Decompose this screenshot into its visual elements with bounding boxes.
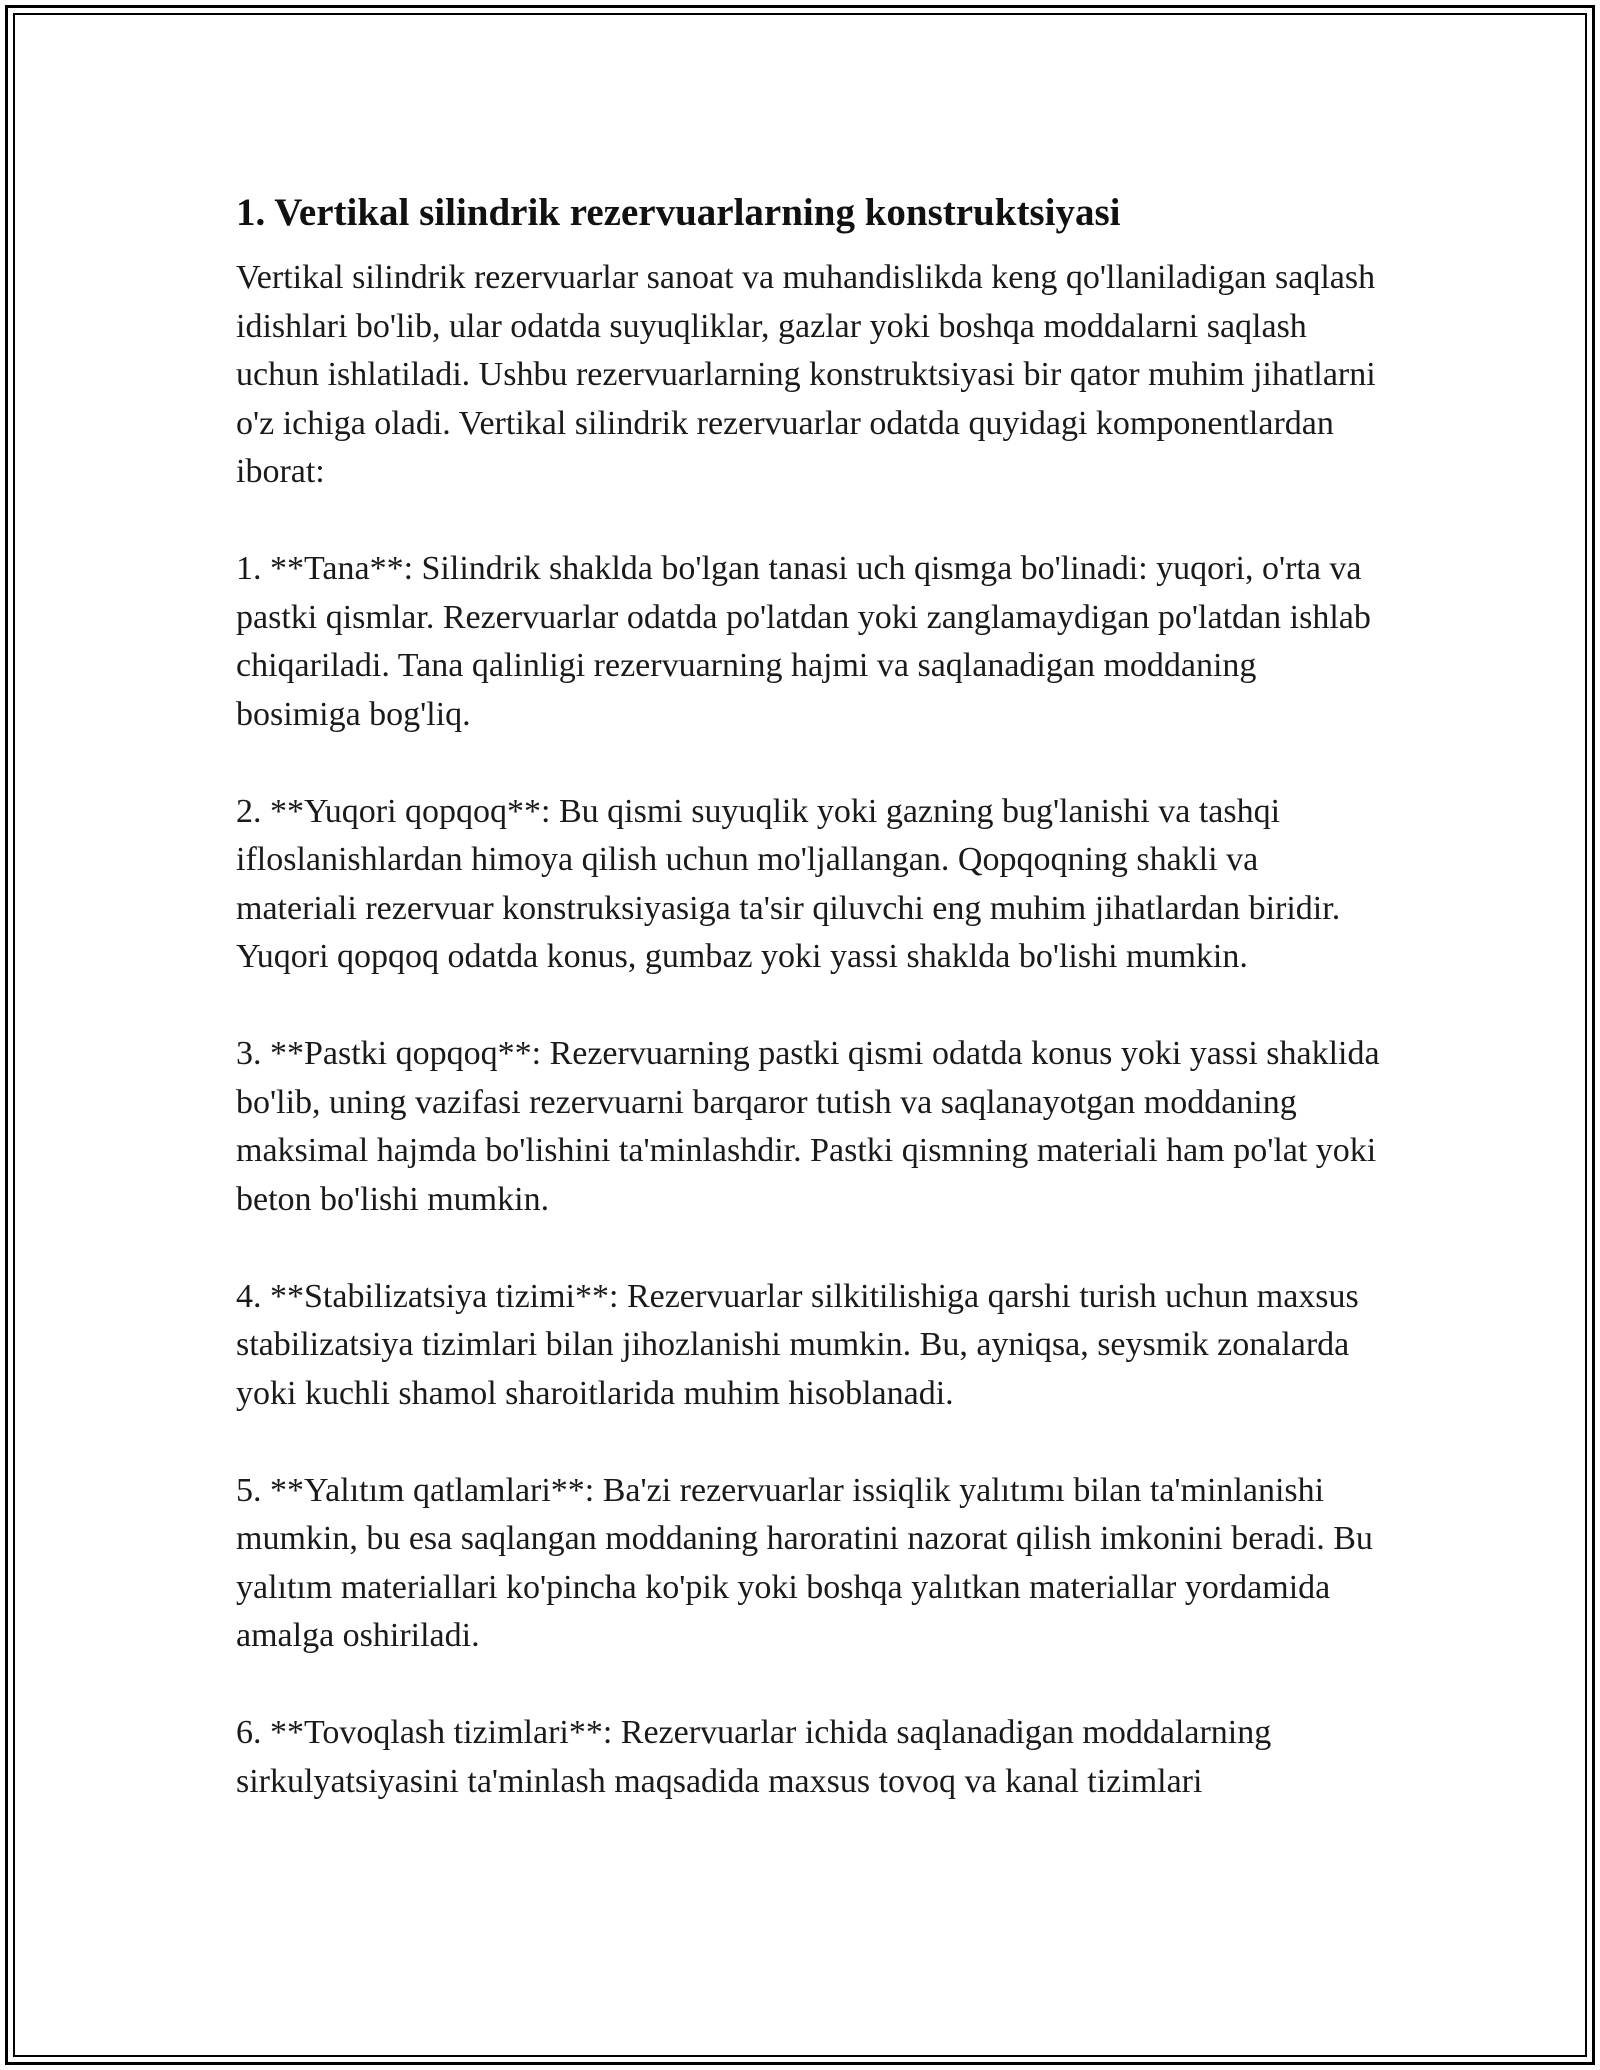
paragraph-stabilizatsiya: 4. **Stabilizatsiya tizimi**: Rezervuarlar silkitilishiga qarshi turish uchun maxsus stabilizatsiya tizimlari bilan jihozlanishi mumkin. Bu, ayniqsa, seysmik zonalarda yoki kuchli shamol sharoitlarida muhim hisoblanadi. (236, 1277, 1359, 1412)
paragraph-intro: Vertikal silindrik rezervuarlar sanoat va muhandislikda keng qo'llaniladigan saqlash idishlari bo'lib, ular odatda suyuqliklar, gazlar yoki boshqa moddalarni saqlash uchun ishlatiladi. Ushbu rezervuarlarning konstruktsiyasi bir qator muhim jihatlarni o'z ichiga oladi. Vertikal silindrik rezervuarlar odatda quyidagi komponentlardan iborat: (236, 259, 1376, 490)
paragraph-yalitim: 5. **Yalıtım qatlamlari**: Ba'zi rezervuarlar issiqlik yalıtımı bilan ta'minlanishi mumkin, bu esa saqlangan moddaning haroratini nazorat qilish imkonini beradi. Bu yalıtım materiallari ko'pincha ko'pik yoki boshqa yalıtkan materiallar yordamida amalga oshiriladi. (236, 1471, 1373, 1654)
paragraph-tana: 1. **Tana**: Silindrik shaklda bo'lgan tanasi uch qismga bo'linadi: yuqori, o'rta va pastki qismlar. Rezervuarlar odatda po'latdan yoki zanglamaydigan po'latdan ishlab chiqariladi. Tana qalinligi rezervuarning hajmi va saqlanadigan moddaning bosimiga bog'liq. (236, 550, 1371, 733)
paragraph-yuqori-qopqoq: 2. **Yuqori qopqoq**: Bu qismi suyuqlik yoki gazning bug'lanishi va tashqi ifloslanishlardan himoya qilish uchun mo'ljallangan. Qopqoqning shakli va materiali rezervuar konstruksiyasiga ta'sir qiluvchi eng muhim jihatlardan biridir. Yuqori qopqoq odatda konus, gumbaz yoki yassi shaklda bo'lishi mumkin. (236, 792, 1341, 975)
paragraph-tovoqlash: 6. **Tovoqlash tizimlari**: Rezervuarlar ichida saqlanadigan moddalarning sirkulyatsiyasini ta'minlash maqsadida maxsus tovoq va kanal tizimlari (236, 1714, 1272, 1800)
section-title: 1. Vertikal silindrik rezervuarlarning konstruktsiyasi (236, 191, 1121, 234)
paragraph-pastki-qopqoq: 3. **Pastki qopqoq**: Rezervuarning pastki qismi odatda konus yoki yassi shaklida bo'lib, uning vazifasi rezervuarni barqaror tutish va saqlanayotgan moddaning maksimal hajmda bo'lishini ta'minlashdir. Pastki qismning materiali ham po'lat yoki beton bo'lishi mumkin. (236, 1035, 1380, 1218)
document-body (236, 186, 1386, 1806)
